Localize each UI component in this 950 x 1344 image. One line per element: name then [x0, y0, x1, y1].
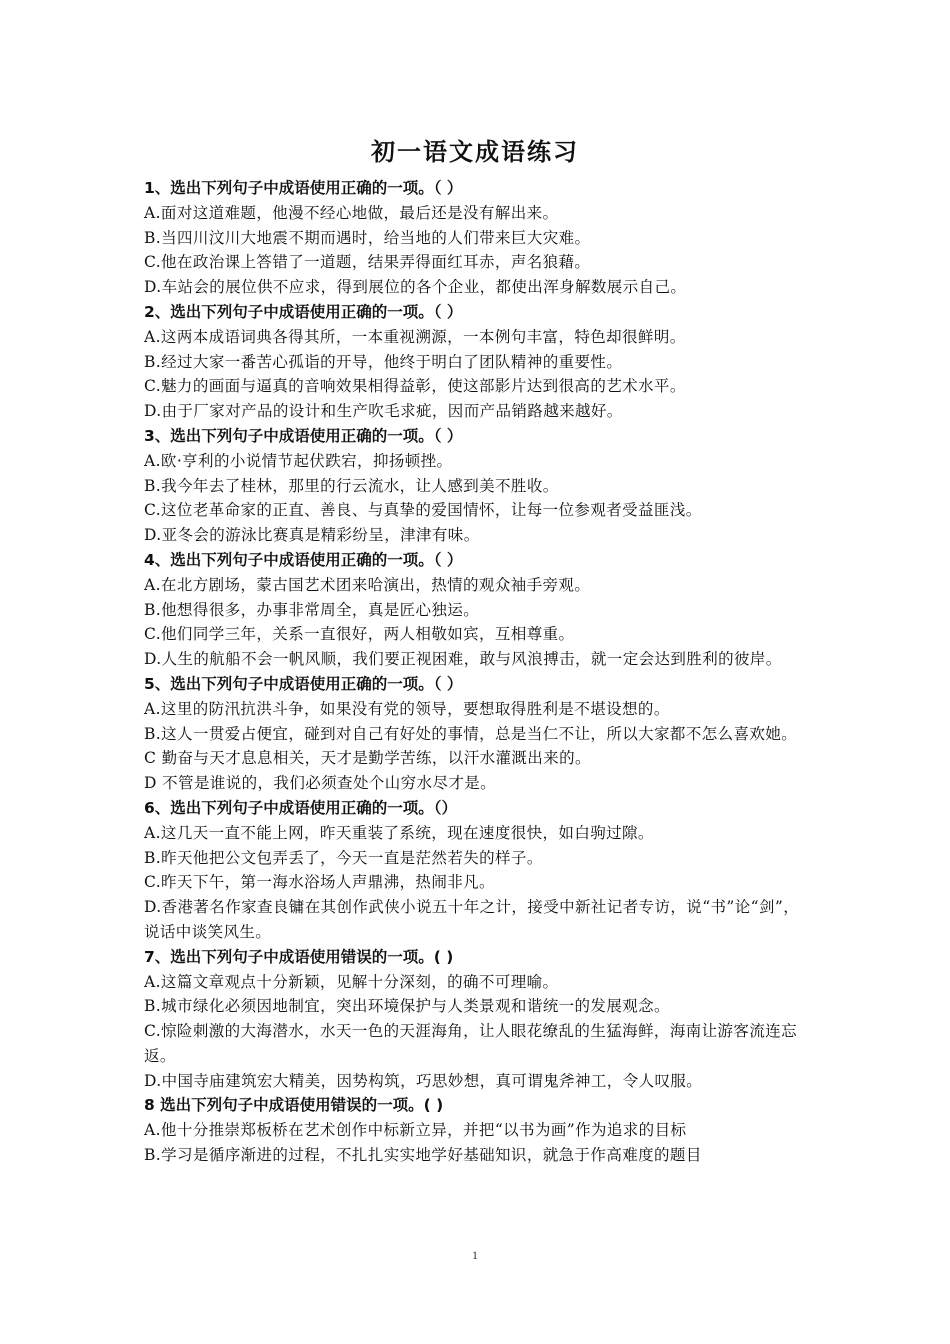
option-d: D.人生的航船不会一帆风顺，我们要正视困难，敢与风浪搏击，就一定会达到胜利的彼岸。 — [144, 650, 782, 669]
option-a: A.这里的防汛抗洪斗争，如果没有党的领导，要想取得胜利是不堪设想的。 — [144, 699, 670, 718]
option-a: A.这两本成语词典各得其所，一本重视溯源，一本例句丰富，特色却很鲜明。 — [144, 327, 686, 346]
option-d: D.香港著名作家查良镛在其创作武侠小说五十年之计，接受中新社记者专访，说“书”论“剑”，说话中谈笑风生。 — [144, 898, 800, 941]
option-b: B.当四川汶川大地震不期而遇时，给当地的人们带来巨大灾难。 — [144, 228, 591, 247]
option-c: C.惊险刺激的大海潜水，水天一色的天涯海角，让人眼花缭乱的生猛海鲜，海南让游客流连忘返。 — [144, 1022, 798, 1065]
option-b: B.这人一贯爱占便宜，碰到对自己有好处的事情，总是当仁不让，所以大家都不怎么喜欢她。 — [144, 724, 798, 743]
question-list — [144, 176, 810, 1168]
question-stem: 8 选出下列句子中成语使用错误的一项。( ) — [144, 1096, 444, 1115]
question-2 — [144, 300, 810, 424]
option-d: D.中国寺庙建筑宏大精美，因势构筑，巧思妙想，真可谓鬼斧神工，令人叹服。 — [144, 1071, 703, 1090]
option-b: B.昨天他把公文包弄丢了，今天一直是茫然若失的样子。 — [144, 848, 543, 867]
option-b: B.城市绿化必须因地制宜，突出环境保护与人类景观和谐统一的发展观念。 — [144, 997, 670, 1016]
option-a: A.他十分推崇郑板桥在艺术创作中标新立异，并把“以书为画”作为追求的目标 — [144, 1121, 687, 1140]
option-a: A.在北方剧场，蒙古国艺术团来哈演出，热情的观众袖手旁观。 — [144, 575, 591, 594]
option-c: C.这位老革命家的正直、善良、与真挚的爱国情怀，让每一位参观者受益匪浅。 — [144, 501, 702, 520]
option-c: C.魅力的画面与逼真的音响效果相得益彰，使这部影片达到很高的艺术水平。 — [144, 377, 686, 396]
question-6 — [144, 796, 810, 945]
question-stem: 1、选出下列句子中成语使用正确的一项。（ ） — [144, 179, 463, 197]
option-a: A.欧·亨利的小说情节起伏跌宕，抑扬顿挫。 — [144, 451, 453, 470]
option-a: A.面对这道难题，他漫不经心地做，最后还是没有解出来。 — [144, 203, 559, 222]
question-5 — [144, 672, 810, 796]
option-d: D 不管是谁说的，我们必须查处个山穷水尽才是。 — [144, 774, 497, 793]
question-1 — [144, 176, 810, 300]
document-title: 初一语文成语练习 — [371, 138, 579, 166]
option-c: C.他在政治课上答错了一道题，结果弄得面红耳赤，声名狼藉。 — [144, 253, 591, 272]
option-b: B.学习是循序渐进的过程，不扎扎实实地学好基础知识，就急于作高难度的题目 — [144, 1146, 702, 1165]
option-b: B.我今年去了桂林，那里的行云流水，让人感到美不胜收。 — [144, 476, 559, 495]
question-stem: 7、选出下列句子中成语使用错误的一项。( ) — [144, 947, 454, 966]
option-d: D.车站会的展位供不应求，得到展位的各个企业，都使出浑身解数展示自己。 — [144, 278, 687, 297]
question-stem: 4、选出下列句子中成语使用正确的一项。（ ） — [144, 550, 463, 569]
question-3 — [144, 424, 810, 548]
question-4 — [144, 548, 810, 672]
option-a: A.这几天一直不能上网，昨天重装了系统，现在速度很快，如白驹过隙。 — [144, 823, 654, 842]
question-8 — [144, 1093, 810, 1167]
option-c: C.他们同学三年，关系一直很好，两人相敬如宾，互相尊重。 — [144, 625, 575, 644]
option-c: C.昨天下午，第一海水浴场人声鼎沸，热闹非凡。 — [144, 873, 495, 892]
option-c: C 勤奋与天才息息相关，天才是勤学苦练，以汗水灌溉出来的。 — [144, 749, 591, 768]
question-stem: 2、选出下列句子中成语使用正确的一项。（ ） — [144, 302, 463, 321]
option-a: A.这篇文章观点十分新颖，见解十分深刻，的确不可理喻。 — [144, 972, 559, 991]
question-stem: 6、选出下列句子中成语使用正确的一项。（） — [144, 798, 458, 817]
question-7 — [144, 945, 810, 1094]
option-d: D.亚冬会的游泳比赛真是精彩纷呈，津津有味。 — [144, 526, 480, 545]
option-b: B.经过大家一番苦心孤诣的开导，他终于明白了团队精神的重要性。 — [144, 352, 623, 371]
option-d: D.由于厂家对产品的设计和生产吹毛求疵，因而产品销路越来越好。 — [144, 402, 623, 421]
question-stem: 3、选出下列句子中成语使用正确的一项。（ ） — [144, 426, 463, 445]
page-number: 1 — [472, 1248, 478, 1262]
question-stem: 5、选出下列句子中成语使用正确的一项。（ ） — [144, 674, 463, 693]
option-b: B.他想得很多，办事非常周全，真是匠心独运。 — [144, 600, 480, 619]
